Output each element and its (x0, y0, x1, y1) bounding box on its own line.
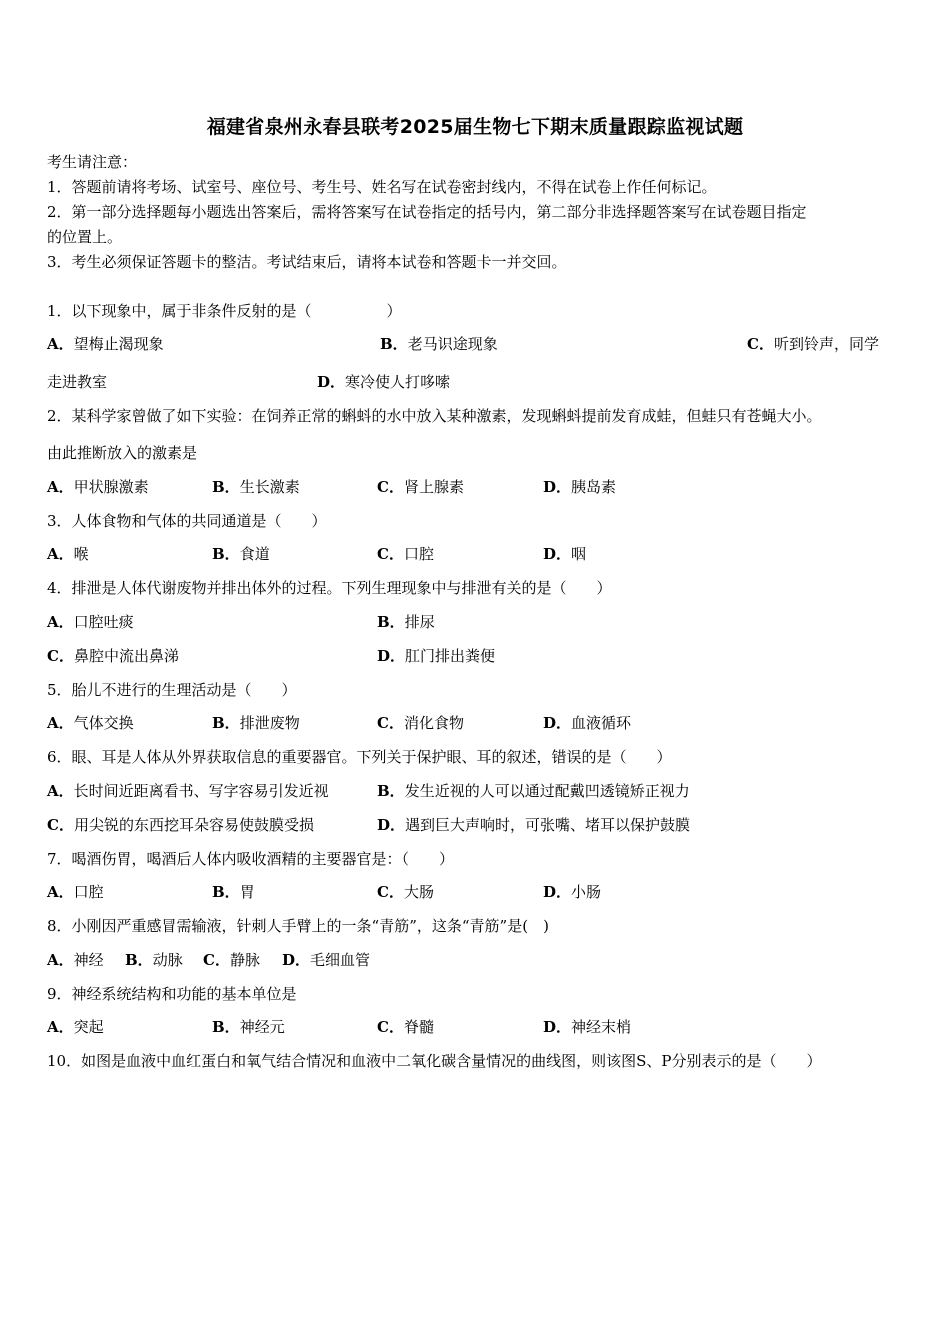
question-stem: 7．喝酒伤胃，喝酒后人体内吸收酒精的主要器官是：（ ） (47, 850, 455, 868)
option-b[interactable]: B．发生近视的人可以通过配戴凹透镜矫正视力 (377, 782, 690, 800)
notice-heading: 考生请注意： (47, 153, 138, 171)
option-b[interactable]: B．胃 (212, 883, 255, 901)
option-a[interactable]: A．喉 (47, 545, 89, 563)
option-d[interactable]: D．血液循环 (543, 714, 632, 732)
question-stem: 2．某科学家曾做了如下实验：在饲养正常的蝌蚪的水中放入某种激素，发现蝌蚪提前发育成蛙，但蛙只有苍蝇大小。 (47, 407, 822, 425)
question-stem: 9．神经系统结构和功能的基本单位是 (47, 985, 297, 1003)
notice-item: 2．第一部分选择题每小题选出答案后，需将答案写在试卷指定的括号内，第二部分非选择题答案写在试卷题目指定 (47, 203, 807, 221)
question-stem: 1．以下现象中，属于非条件反射的是（ ） (47, 302, 402, 320)
question-stem: 8．小刚因严重感冒需输液，针刺人手臂上的一条“青筋”，这条“青筋”是( ) (47, 917, 549, 935)
option-d[interactable]: D．肛门排出粪便 (377, 647, 496, 665)
option-a[interactable]: A．口腔吐痰 (47, 613, 134, 631)
question-stem: 4．排泄是人体代谢废物并排出体外的过程。下列生理现象中与排泄有关的是（ ） (47, 579, 612, 597)
option-b[interactable]: B．排泄废物 (212, 714, 300, 732)
option-c[interactable]: C．脊髓 (377, 1018, 434, 1036)
notice-item: 的位置上。 (47, 228, 123, 246)
option-c[interactable]: C．静脉 (203, 951, 260, 969)
option-c[interactable]: C．肾上腺素 (377, 478, 464, 496)
option-d[interactable]: D．遇到巨大声响时，可张嘴、堵耳以保护鼓膜 (377, 816, 691, 834)
notice-item: 3．考生必须保证答题卡的整洁。考试结束后，请将本试卷和答题卡一并交回。 (47, 253, 567, 271)
question-stem: 6．眼、耳是人体从外界获取信息的重要器官。下列关于保护眼、耳的叙述，错误的是（ ） (47, 748, 672, 766)
question-stem: 5．胎儿不进行的生理活动是（ ） (47, 681, 297, 699)
option-c[interactable]: C．消化食物 (377, 714, 464, 732)
option-a[interactable]: A．甲状腺激素 (47, 478, 149, 496)
option-d[interactable]: D．咽 (543, 545, 587, 563)
option-a[interactable]: A．突起 (47, 1018, 104, 1036)
option-d[interactable]: D．寒冷使人打哆嗦 (317, 373, 451, 391)
option-a[interactable]: A．神经 (47, 951, 104, 969)
option-c[interactable]: C．鼻腔中流出鼻涕 (47, 647, 179, 665)
option-c[interactable]: C．大肠 (377, 883, 434, 901)
option-d[interactable]: D．胰岛素 (543, 478, 617, 496)
option-c[interactable]: C．用尖锐的东西挖耳朵容易使鼓膜受损 (47, 816, 314, 834)
question-stem-continued: 由此推断放入的激素是 (47, 444, 198, 462)
option-c-continued: 走进教室 (47, 373, 108, 391)
option-d[interactable]: D．毛细血管 (282, 951, 371, 969)
option-d[interactable]: D．小肠 (543, 883, 602, 901)
question-stem: 3．人体食物和气体的共同通道是（ ） (47, 512, 327, 530)
option-d[interactable]: D．神经末梢 (543, 1018, 632, 1036)
option-a[interactable]: A．望梅止渴现象 (47, 335, 164, 353)
notice-item: 1．答题前请将考场、试室号、座位号、考生号、姓名写在试卷密封线内，不得在试卷上作任何标记。 (47, 178, 717, 196)
option-a[interactable]: A．长时间近距离看书、写字容易引发近视 (47, 782, 329, 800)
option-c[interactable]: C．听到铃声，同学 (747, 335, 879, 353)
option-b[interactable]: B．动脉 (125, 951, 183, 969)
option-a[interactable]: A．口腔 (47, 883, 104, 901)
option-c[interactable]: C．口腔 (377, 545, 434, 563)
question-stem: 10．如图是血液中血红蛋白和氧气结合情况和血液中二氧化碳含量情况的曲线图，则该图S、P分别表示的是（ ） (47, 1052, 822, 1070)
option-b[interactable]: B．食道 (212, 545, 270, 563)
option-b[interactable]: B．老马识途现象 (380, 335, 498, 353)
page-title: 福建省泉州永春县联考2025届生物七下期末质量跟踪监视试题 (206, 116, 744, 138)
option-a[interactable]: A．气体交换 (47, 714, 134, 732)
option-b[interactable]: B．神经元 (212, 1018, 285, 1036)
option-b[interactable]: B．排尿 (377, 613, 435, 631)
option-b[interactable]: B．生长激素 (212, 478, 300, 496)
